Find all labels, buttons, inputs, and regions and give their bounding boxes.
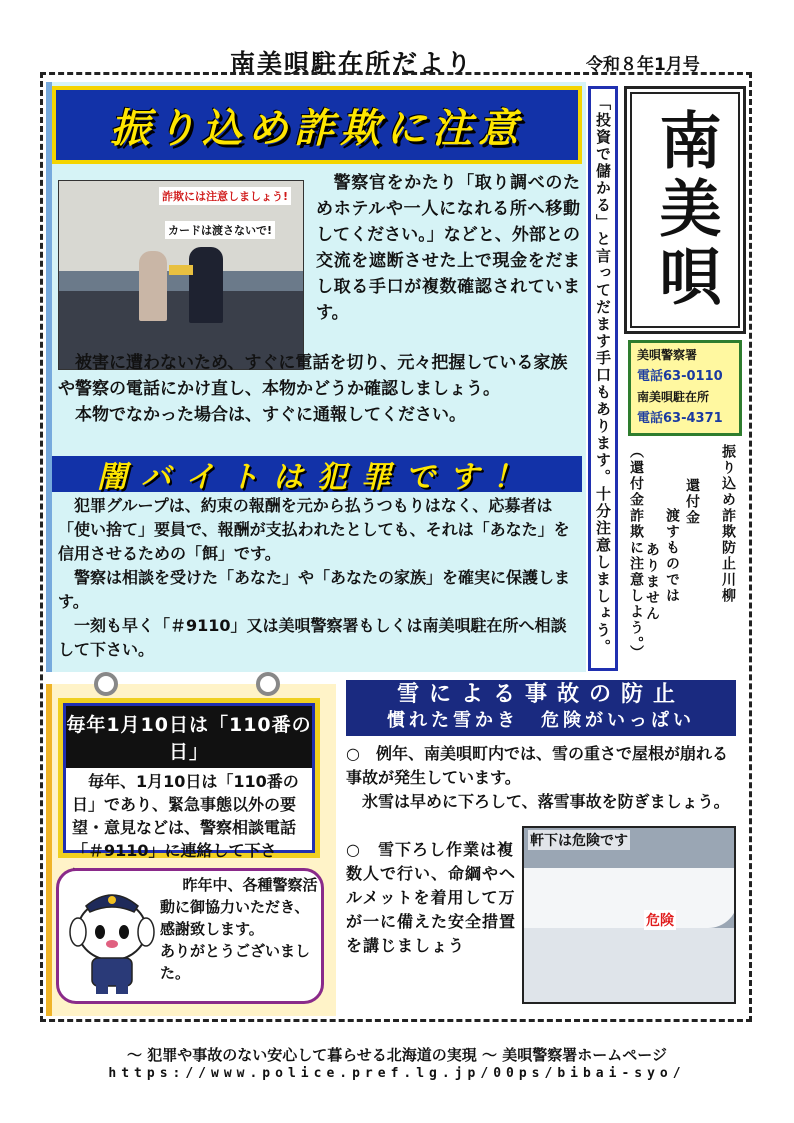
yami-baito-para1: 犯罪グループは、約束の報酬を元から払うつもりはなく、応募者は「使い捨て」要員で、報酬が支払われたとしても、それは「あなた」を信用させるための「餌」です。 [58,496,570,563]
contact-box [628,340,742,436]
yami-baito-text [58,494,580,662]
senryu-title: 振り込め詐欺防止川柳 [720,444,736,604]
calendar-ring-left [94,672,118,696]
photo-label-card: カードは渡さないで! [165,221,275,239]
snow-item2: ○ 雪下ろし作業は複数人で行い、命綱やヘルメットを着用して万が一に備えた安全措置を講じましょう [346,840,517,955]
snow-item1-a: ○ 例年、南美唄町内では、雪の重さで屋根が崩れる事故が発生しています。 [346,744,728,787]
calendar-ring-right [256,672,280,696]
footer-slogan: ～ 犯罪や事故のない安心して暮らせる北海道の実現 ～ 美唄警察署ホームページ [127,1046,667,1064]
police-mascot-icon [64,878,160,996]
roof-photo-caption: 軒下は危険です [528,830,630,850]
senryu-line3: ありません [644,542,660,622]
footer-url[interactable]: https://www.police.pref.lg.jp/00ps/bibai-syo/ [108,1066,686,1081]
fraud-banner [52,86,582,164]
110-day-text: 毎年、1月10日は「110番の日」であり、緊急事態以外の要望・意見などは、警察相談電話「＃9110」に連絡して下さ [72,772,299,860]
yami-baito-para2: 警察は相談を受けた「あなた」や「あなたの家族」を確実に保護します。 [58,568,571,611]
110-day-calendar [58,698,320,858]
fraud-text-full: 被害に遭わないため、すぐに電話を切り、元々把握している家族や警察の電話にかけ直し、本物かどうか確認しましょう。 本物でなかった場合は、すぐに通報してください。 [58,353,568,425]
snow-title: 雪による事故の防止 [396,682,685,707]
photo-label-warning: 詐欺には注意しましょう! [159,187,291,205]
senryu-line2: 渡すものでは [664,508,680,604]
roof-snow-photo [522,826,736,1004]
investment-warning-box [588,86,618,671]
snow-item1 [346,742,742,814]
contact-koban: 南美唄駐在所 [637,390,710,404]
newsletter-title: 南美唄駐在所だより [230,49,474,78]
yami-baito-banner [52,456,582,495]
yami-baito-para3: 一刻も早く「＃9110」又は美唄警察署もしくは南美唄駐在所へ相談して下さい。 [58,616,567,659]
senryu-line1: 還付金 [684,478,700,526]
fraud-banner-text: 振り込め詐欺に注意 [110,105,524,152]
yami-baito-banner-text: 闇バイトは犯罪です！ [97,460,537,495]
place-name: 南美唄 [649,108,722,312]
senryu-block [624,444,742,670]
fraud-photo [58,180,304,370]
contact-station-phone: 電話63-0110 [637,369,723,384]
snow-subtitle: 慣れた雪かき 危険がいっぱい [387,710,695,731]
contact-station: 美唄警察署 [637,348,698,362]
senryu-note: （還付金詐欺に注意しよう。） [628,444,644,661]
investment-warning-text: 「投資で儲かる」と言ってだます手口もあります。十分注意しましょう。 [594,95,612,656]
snow-item1-b: 氷雪は早めに下ろして、落雪事故を防ぎましょう。 [346,792,730,811]
thanks-text: 昨年中、各種警察活動に御協力いただき、感謝致します。 ありがとうございました。 [160,876,318,982]
contact-koban-phone: 電話63-4371 [637,411,723,426]
fraud-text-side: 警察官をかたり「取り調べのためホテルや一人になれる所へ移動してください。」などと、外部との交流を遮断させた上で現金をだまし取る手口が複数確認されています。 [316,173,580,323]
place-name-box [624,86,746,334]
roof-photo-danger-label: 危険 [644,910,676,930]
issue-date: 令和８年1月号 [586,55,700,75]
110-day-heading: 毎年1月10日は「110番の日」 [66,706,312,768]
snow-heading [346,680,736,736]
